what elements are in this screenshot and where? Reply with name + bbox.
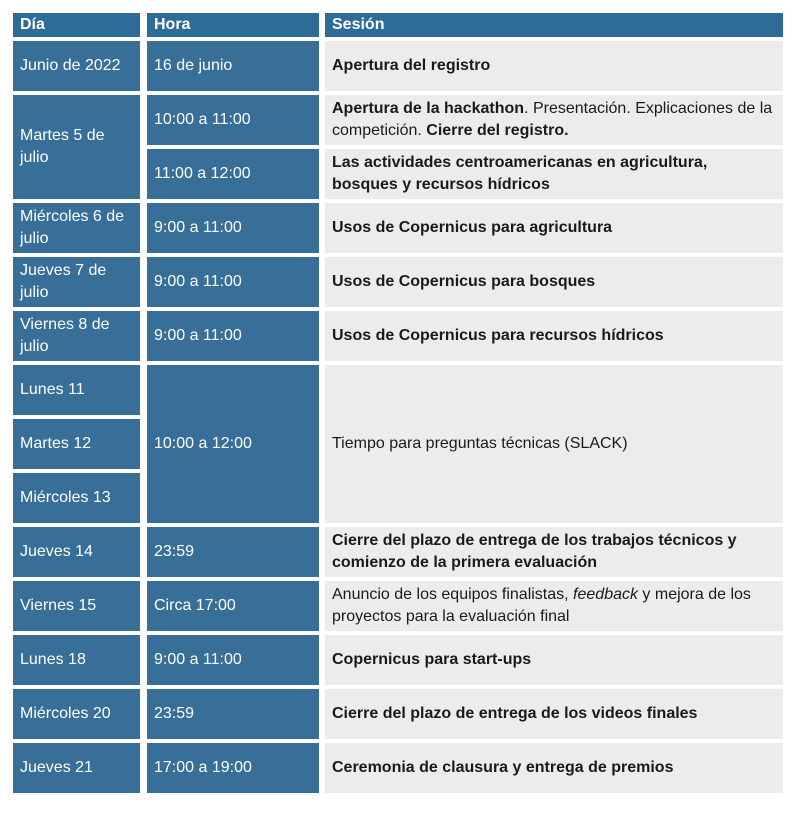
sesion-bold-part: Apertura de la hackathon <box>332 100 525 117</box>
hora-cell: 23:59 <box>147 689 319 739</box>
sesion-cell <box>325 95 783 145</box>
sesion-plain-part: y mejora de los proyectos para la evaluación final <box>332 586 751 625</box>
dia-cell: Jueves 21 <box>13 743 140 793</box>
sesion-cell <box>325 635 783 685</box>
sesion-text: Usos de Copernicus para agricultura <box>332 219 613 236</box>
header-dia: Día <box>13 13 140 37</box>
dia-cell: Miércoles 20 <box>13 689 140 739</box>
sesion-italic-part: feedback <box>573 586 638 603</box>
sesion-text <box>332 584 776 628</box>
dia-cell: Viernes 15 <box>13 581 140 631</box>
dia-cell: Jueves 7 de julio <box>13 257 140 307</box>
dia-cell: Miércoles 6 de julio <box>13 203 140 253</box>
hora-cell: 9:00 a 11:00 <box>147 203 319 253</box>
hora-cell: Circa 17:00 <box>147 581 319 631</box>
header-sesion: Sesión <box>325 13 783 37</box>
sesion-cell <box>325 689 783 739</box>
sesion-plain-part: Anuncio de los equipos finalistas, <box>332 586 574 603</box>
sesion-cell <box>325 257 783 307</box>
sesion-text: Cierre del plazo de entrega de los videos finales <box>332 705 698 722</box>
sesion-cell <box>325 743 783 793</box>
dia-cell: Jueves 14 <box>13 527 140 577</box>
header-hora: Hora <box>147 13 319 37</box>
dia-cell: Miércoles 13 <box>13 473 140 523</box>
hora-cell: 17:00 a 19:00 <box>147 743 319 793</box>
hora-cell: 9:00 a 11:00 <box>147 311 319 361</box>
sesion-cell <box>325 149 783 199</box>
sesion-text: Usos de Copernicus para recursos hídricos <box>332 327 664 344</box>
sesion-cell <box>325 311 783 361</box>
sesion-text: Tiempo para preguntas técnicas (SLACK) <box>332 435 628 452</box>
dia-cell: Martes 12 <box>13 419 140 469</box>
sesion-text: Las actividades centroamericanas en agricultura, bosques y recursos hídricos <box>332 154 708 193</box>
hora-cell: 9:00 a 11:00 <box>147 257 319 307</box>
sesion-text: Cierre del plazo de entrega de los trabajos técnicos y comienzo de la primera evaluación <box>332 532 737 571</box>
sesion-text: Ceremonia de clausura y entrega de premios <box>332 759 674 776</box>
hora-cell: 23:59 <box>147 527 319 577</box>
dia-cell: Junio de 2022 <box>13 41 140 91</box>
dia-cell: Viernes 8 de julio <box>13 311 140 361</box>
hora-cell: 10:00 a 12:00 <box>147 365 319 523</box>
sesion-plain-part: . Presentación. Explicaciones de la competición. <box>332 100 773 139</box>
sesion-text: Apertura del registro <box>332 57 491 74</box>
sesion-cell <box>325 527 783 577</box>
hora-cell: 9:00 a 11:00 <box>147 635 319 685</box>
sesion-cell <box>325 365 783 523</box>
dia-cell: Lunes 11 <box>13 365 140 415</box>
sesion-cell <box>325 203 783 253</box>
sesion-bold-part: Cierre del registro. <box>426 122 569 139</box>
sesion-cell <box>325 41 783 91</box>
hora-cell: 10:00 a 11:00 <box>147 95 319 145</box>
hora-cell: 11:00 a 12:00 <box>147 149 319 199</box>
dia-cell: Martes 5 de julio <box>13 95 140 199</box>
sesion-text: Copernicus para start-ups <box>332 651 532 668</box>
sesion-cell <box>325 581 783 631</box>
hora-cell: 16 de junio <box>147 41 319 91</box>
dia-cell: Lunes 18 <box>13 635 140 685</box>
sesion-text: Usos de Copernicus para bosques <box>332 273 596 290</box>
sesion-text <box>332 98 776 142</box>
